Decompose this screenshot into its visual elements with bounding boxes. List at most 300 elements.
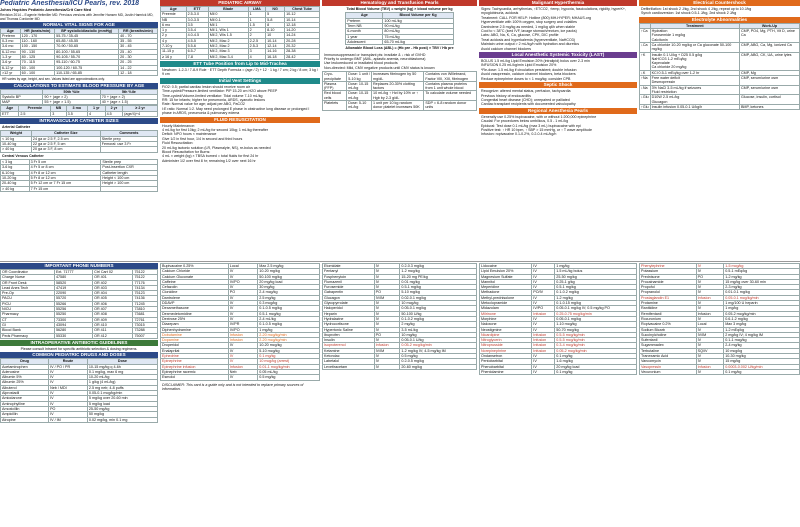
drug-row-cell: Remifentanil xyxy=(640,311,697,316)
airway-col-chest-tube: Chest Tube xyxy=(285,7,320,12)
airway-row-cell: Mil 2, Mac 3 xyxy=(208,49,248,54)
drug-row-cell: Metoclopramide xyxy=(480,301,532,306)
central-row-cell xyxy=(101,186,158,191)
airway-row-cell: 16-18 xyxy=(266,54,285,59)
airway-row-cell: Mil 1 xyxy=(208,22,248,27)
lytes-row-cell: ↑Na xyxy=(640,76,651,86)
drug-row-cell: Infusion xyxy=(228,364,257,369)
drug-row-cell: IV xyxy=(374,316,400,321)
abl-formula: Allowable Blood Loss (ABL) = (Hb pre - Hb post) × TBV / Hb pre xyxy=(345,46,454,51)
product-row-cell: SDP = 6-8 random donor units xyxy=(424,101,477,111)
vitals-row-cell: 6-12 mo xyxy=(1,49,21,54)
drug-row-cell: 0.2-0.3 mg/kg xyxy=(400,264,477,269)
common-drug-row-cell: Acetaminophen xyxy=(1,364,49,369)
lytes-row-cell: BMP, ketones xyxy=(739,104,799,109)
common-drug-row-cell: Neb / MDI xyxy=(49,385,88,390)
vitals-row-cell: 3-6 yr xyxy=(1,60,21,65)
drug-row-cell: 1-5 mcg/kg xyxy=(724,264,800,269)
drugs-table-3 xyxy=(322,263,477,370)
drug-row-cell: Infusion xyxy=(532,343,555,348)
drug-row-cell: 10 mcg/kg (arrest) xyxy=(258,359,320,364)
drug-row-cell: Nitroglycerin xyxy=(480,338,532,343)
arterial-row xyxy=(1,147,158,152)
drug-row-cell: Protamine xyxy=(640,301,697,306)
vitals-row-cell: 25 - 40 xyxy=(119,49,158,54)
vent-item: I:E ratio: Normal 1:2. May need prolonged E phase in obstructive lung disease or prolonged I phase in ARDS, pneumonia & pulmonary edema xyxy=(162,106,310,116)
drug-row-cell: Vancomycin xyxy=(640,359,697,364)
drug-row-cell: Max 3 mg/kg xyxy=(724,322,800,327)
phone-row-cell: NICU xyxy=(1,307,55,312)
drug-row-cell: IV xyxy=(532,269,555,274)
doc-title: Pediatric Anesthesia/ICU Pearls, rev. 2018 xyxy=(0,0,140,7)
central-row-cell: 4 Fr 8 or 12 cm xyxy=(29,170,101,175)
drug-row-cell: IV xyxy=(374,338,400,343)
phone-row-cell: OR Front Desk xyxy=(1,280,55,285)
phone-row-cell: 55250 xyxy=(54,312,92,317)
phone-row-cell: Pharmacy xyxy=(1,312,55,317)
phone-row-cell: Blood Bank xyxy=(1,328,55,333)
lytes-row xyxy=(640,95,800,105)
septic-list xyxy=(479,88,637,108)
drug-row-cell: Nitroprusside xyxy=(480,343,532,348)
phone-row-cell: Charge Nurse xyxy=(1,275,55,280)
airway-row-cell: 3.5-4 xyxy=(186,28,208,33)
drug-row-cell: IV xyxy=(696,279,724,284)
drug-row-cell: 1-2 mcg/kg xyxy=(400,269,477,274)
arterial-row-cell: Femoral: use 3 Fr xyxy=(100,142,157,147)
heme-header: Hematology and Transfusion Pearls xyxy=(322,0,477,6)
arterial-table xyxy=(0,130,158,152)
phone-row-cell: GI xyxy=(1,322,55,327)
drugs-table-5 xyxy=(639,263,800,375)
vent-header: Initial Vent Settings xyxy=(160,78,320,84)
common-drug-row-cell: 25-50 mg/kg xyxy=(87,406,157,411)
central-row-cell: 4 Fr 5 or 8 cm xyxy=(29,165,101,170)
central-row-cell: Height > 100 cm xyxy=(101,181,158,186)
drug-row-cell: 30 mg/kg xyxy=(258,285,320,290)
phones-header: IMPORTANT PHONE NUMBERS xyxy=(0,263,158,269)
drug-row-cell: 10 mcg/kg xyxy=(400,301,477,306)
drug-row-cell: 0.5-5 mcg/kg/min xyxy=(555,338,637,343)
drug-row-cell: 0.1-0.15 mg/kg xyxy=(555,301,637,306)
drug-row-cell: Gabapentin xyxy=(323,290,375,295)
ett-age-row xyxy=(1,111,158,116)
blood-products-table xyxy=(322,71,477,110)
vent-item: Time-cycled/Volume-limited ventilator: Tidal volume 7-10 mL/kg xyxy=(162,93,263,98)
mh-item: Dantrolene 2.5 mg/kg as needed, 1 mg/kg q6h when stable xyxy=(481,24,576,29)
central-row-cell: 5 Fr 8 or 12 cm xyxy=(29,175,101,180)
ett-age-cell: 1 yr xyxy=(87,106,105,111)
arterial-row-cell: 22 ga or 2.5 F, 5 cm xyxy=(31,142,100,147)
drug-row-cell: 1-10 mcg/kg xyxy=(555,322,637,327)
product-row-cell: Dose: 5-10 mL/kg xyxy=(347,101,372,111)
ett-age-cell: 4 xyxy=(87,111,105,116)
drug-row-cell: IV xyxy=(374,279,400,284)
drug-row-cell: Prednisone xyxy=(640,274,697,279)
drug-row-cell: IV xyxy=(532,364,555,369)
drug-row-cell: Bupivacaine 0.25% xyxy=(161,264,229,269)
drug-row-cell: Diphenhydramine xyxy=(161,327,229,332)
tbv-row-cell: 75 mL/kg xyxy=(383,34,453,39)
phone-row-cell: OR 404 xyxy=(93,291,133,296)
lytes-row xyxy=(640,29,800,43)
tbv-row-cell: Preterm xyxy=(346,18,383,23)
mh-list xyxy=(479,6,637,52)
airway-table xyxy=(160,6,320,60)
vitals-row-cell: 60 - 100 xyxy=(20,65,55,70)
electro-item: Defibrillation: 1st shock 2 J/kg, 2nd shock 4 J/kg, repeat up to 10 J/kg xyxy=(641,7,752,11)
drug-row-cell: Sugammadex xyxy=(640,343,697,348)
drug-row-cell: IV xyxy=(532,322,555,327)
phone-row-cell: Ctrl Cart 02 xyxy=(93,270,133,275)
drug-row-cell: IV/PO xyxy=(228,327,257,332)
drug-row-cell: 0.3 mcg/kg xyxy=(258,301,320,306)
drug-row-cell: 10-20 mcg/kg xyxy=(258,343,320,348)
airway-row-cell: 10-12 xyxy=(285,12,320,17)
airway-row-cell: 3.0-3.5 xyxy=(186,17,208,22)
drug-row-cell: IV xyxy=(228,375,257,380)
common-drug-row-cell: IV / IM xyxy=(49,417,88,422)
regional-item: Caudal: For procedures below umbilicus, 0.5 - 1 mL/kg xyxy=(481,119,569,124)
drug-row-cell: Flumazenil xyxy=(323,279,375,284)
fluid-item: Hourly Maintenance: xyxy=(162,123,195,128)
drug-row-cell: 1 mg/kg xyxy=(724,306,800,311)
drug-row-cell: IV xyxy=(228,359,257,364)
last-item: BOLUS 1.5 mL/kg Lipid Emulsion 20% (intralipid) bolus over 2-3 min xyxy=(481,59,590,64)
phone-row-cell: 75122 xyxy=(133,270,158,275)
drug-row-cell: 0.1-1 mcg/kg xyxy=(724,338,800,343)
drug-row-cell: Propranolol xyxy=(640,290,697,295)
airway-col-age: Age xyxy=(161,7,187,12)
airway-row-cell: 1.5 xyxy=(248,22,265,27)
drug-row-cell: Lidocaine xyxy=(480,264,532,269)
common-drug-row-cell: Amiodarone xyxy=(1,396,49,401)
drug-row-cell: IV xyxy=(532,327,555,332)
drug-row-cell: IV xyxy=(374,306,400,311)
product-row-cell: Dose: 10-15 mL/kg xyxy=(347,91,372,101)
phone-row-cell: 75007 xyxy=(133,333,158,338)
drug-row-cell: Caffeine xyxy=(161,279,229,284)
drug-row-cell: Glucagon xyxy=(323,295,375,300)
fluid-item: Fluid Resuscitation: xyxy=(162,141,194,146)
drug-row-cell: Meperidine xyxy=(480,285,532,290)
common-drug-row-cell: IV xyxy=(49,396,88,401)
last-list xyxy=(479,58,637,82)
airway-row-cell: 12-14 xyxy=(266,44,285,49)
last-item: Reduce epinephrine doses to < 1 mcg/kg; consider CPB xyxy=(481,76,571,81)
fluid-item: 4 mL/kg for first 10kg; 2 mL/kg for second 10kg; 1 mL/kg thereafter xyxy=(162,128,269,133)
lytes-row-cell: ↑K xyxy=(640,52,651,70)
mh-item: Avoid calcium channel blockers xyxy=(481,46,532,51)
airway-row-cell: 10-14 xyxy=(285,17,320,22)
common-drug-row-cell: Albuterol xyxy=(1,385,49,390)
column-mh xyxy=(479,0,637,261)
arterial-row-cell: < 10 kg xyxy=(1,136,32,141)
airway-row-cell: 5.5-6 xyxy=(186,44,208,49)
drug-row-cell: 2-20 mcg/kg/min xyxy=(258,332,320,337)
cath-col-size: Catheter Size xyxy=(31,131,100,136)
calc-row-cell: 40 + (age × 1.5) xyxy=(100,100,157,105)
product-row-cell: Replaces 20-30% clotting factors xyxy=(372,81,424,91)
column-electro xyxy=(639,0,800,261)
drug-row-cell: Insulin xyxy=(323,338,375,343)
fluid-list xyxy=(160,123,320,165)
vitals-row-cell: 95-110 / 60-75 xyxy=(55,60,119,65)
drug-row-cell: Infusion xyxy=(696,364,724,369)
drug-row-cell: IV xyxy=(696,285,724,290)
drug-row-cell: Fentanyl xyxy=(323,269,375,274)
mh-item: Labs: ABG, Na, K, Ca, glucose, CPK, DIC profile xyxy=(481,33,559,38)
lytes-row xyxy=(640,52,800,70)
drug-row-cell: Neostigmine xyxy=(480,327,532,332)
drug-row-cell: Magnesium Sulfate xyxy=(480,274,532,279)
septic-item: Recognize: altered mental status, perfusion, tachycardia xyxy=(481,89,571,94)
ett-age-table xyxy=(0,105,158,117)
vitals-row-cell: 70-90 / 50-65 xyxy=(55,44,119,49)
phone-row-cell: 55720 xyxy=(54,296,92,301)
drug-row-cell: 0.5 mg/kg xyxy=(400,354,477,359)
calc-row-cell: 55 + (age × 1.5) xyxy=(43,100,100,105)
drug-row-cell: IV xyxy=(696,306,724,311)
drug-row-cell: Isoproterenol xyxy=(323,343,375,348)
central-table xyxy=(0,159,158,192)
drug-row-cell: 1 mg/kg xyxy=(258,327,320,332)
airway-row-cell: 20-28 xyxy=(285,38,320,43)
vitals-row-cell: 1-3 yr xyxy=(1,54,21,59)
vitals-row-cell: 80 - 125 xyxy=(20,54,55,59)
drug-row-cell: 5-10 mcg/kg xyxy=(258,348,320,353)
lytes-row-cell: Insulin infusion 0.05-0.1 U/kg/h xyxy=(650,104,739,109)
drug-row-cell: Ondansetron xyxy=(480,354,532,359)
lytes-row-cell: ↓Na xyxy=(640,85,651,95)
catheter-header: INTRAVASCULAR CATHETER SIZES xyxy=(0,118,158,124)
airway-row-cell: 7-8 xyxy=(186,54,208,59)
airway-row-cell: 14-20 xyxy=(285,28,320,33)
drug-row-cell: IV xyxy=(532,264,555,269)
lytes-row-cell: CMP, ABG, CK, UA, urine lytes xyxy=(739,52,799,70)
drug-row-cell: 0.05-2 mcg/kg/min xyxy=(555,348,637,353)
drug-row-cell: Naloxone xyxy=(480,322,532,327)
phone-row-cell: OR 412 xyxy=(93,333,133,338)
product-row xyxy=(323,91,477,101)
regional-item: Generally use 0.25% bupivacaine, with or without 1:200,000 epinephrine xyxy=(481,114,597,119)
tbv-row-cell: Term NB xyxy=(346,24,383,29)
drug-row-cell: 0.2-0.5 mg/kg xyxy=(400,359,477,364)
drug-row-cell: PO xyxy=(696,274,724,279)
drug-row-cell: Esmolol xyxy=(161,375,229,380)
airway-row-cell: 14-16 xyxy=(266,49,285,54)
common-drug-row-cell: 0.1 mg/kg, max 6 mg xyxy=(87,369,157,374)
tbv-table xyxy=(345,12,454,45)
common-col-drug: Drug xyxy=(1,359,49,364)
mh-header: Malignant Hyperthermia xyxy=(479,0,637,6)
phone-row xyxy=(1,333,158,338)
airway-row-cell: 2 y xyxy=(161,33,187,38)
drug-row-cell: Succinylcholine xyxy=(640,332,697,337)
ett-age-cell: 4.5 xyxy=(105,111,123,116)
lytes-row xyxy=(640,76,800,86)
fluid-item: Give 1/2 in first hour, 1/4 in second and third hours xyxy=(162,136,243,141)
airway-row xyxy=(161,54,320,59)
drug-row-cell: 0.5-1 mg/kg xyxy=(400,285,477,290)
vitals-row-cell: >12 yr xyxy=(1,70,21,75)
drug-row-cell: IV xyxy=(532,274,555,279)
common-drugs-header: COMMON PEDIATRIC DRUGS AND DOSES xyxy=(0,352,158,358)
phone-row-cell: Lead Anes Tech xyxy=(1,285,55,290)
cath-col-weight: Weight xyxy=(1,131,32,136)
central-row-cell: 5 Fr 12 cm or 7 Fr 15 cm xyxy=(29,181,101,186)
drug-row-cell: Dobutamine xyxy=(161,332,229,337)
arterial-row-cell: 10-40 kg xyxy=(1,142,32,147)
common-drug-row-cell: 50 mg/kg xyxy=(87,412,157,417)
drug-row-cell: Local xyxy=(228,264,257,269)
lytes-row-cell: CMP, PO4, Mg, PTH, Vit D, urine Ca xyxy=(739,29,799,43)
calc-row-cell: MAP xyxy=(1,100,43,105)
drug-row-cell: Hypertonic Saline xyxy=(323,327,375,332)
drug-row-cell: 0.01-1 mcg/kg/min xyxy=(258,364,320,369)
phone-row-cell: 73810 xyxy=(133,307,158,312)
drug-row-cell: Infusion xyxy=(696,295,724,300)
product-row-cell: 1 unit per 10 kg random donor platelet increases 50K xyxy=(372,101,424,111)
phones-table xyxy=(0,269,158,339)
heme-bullet: Immunosuppressed or transplant pts: irradiate & ↓ risk of GVHD xyxy=(324,52,426,57)
vitals-header: NORMAL VITAL SIGNS FOR AGE xyxy=(0,22,158,28)
drug-row-cell: Local xyxy=(696,322,724,327)
vitals-col-bp: BP systolic/diastolic (mmHg) xyxy=(55,28,119,33)
airway-row-cell: 2.5-3 xyxy=(248,44,265,49)
arterial-label: Arterial Catheter xyxy=(2,125,31,130)
tbv-row-cell: 6-month xyxy=(346,29,383,34)
drug-row-cell: Hydrocortisone xyxy=(323,322,375,327)
airway-row-cell: 4 xyxy=(248,54,265,59)
drug-row-cell: IV xyxy=(228,343,257,348)
phone-row-cell: OR 402 xyxy=(93,280,133,285)
drug-row-cell: Infusion xyxy=(532,332,555,337)
last-item: INFUSION 0.25 mL/kg/min Lipid Emulsion 20% xyxy=(481,63,557,68)
vitals-row-cell: 35 - 55 xyxy=(119,39,158,44)
arterial-row-cell: 20 ga or 3 F, 8 cm xyxy=(31,147,100,152)
airway-row-cell: 2-2.5 xyxy=(248,38,265,43)
drug-row-cell: Sodium Bicarb xyxy=(640,327,697,332)
drug-row-cell: 15 mg/kg xyxy=(724,359,800,364)
drug-row-cell: IV xyxy=(696,369,724,374)
drug-row-cell: 2-4 mg/kg xyxy=(724,343,800,348)
central-row-cell: Catheter length xyxy=(101,170,158,175)
product-row-cell: 10 mL/kg ↑ Hct by 10% or ↑ Hgb by 2-3 g/dL xyxy=(372,91,424,101)
vitals-row-cell: 110 - 160 xyxy=(20,39,55,44)
phone-row-cell: PACU xyxy=(1,296,55,301)
phone-row-cell: 55330 xyxy=(54,333,92,338)
last-item: Avoid vasopressin, calcium channel blockers, beta blockers xyxy=(481,72,576,77)
drug-row-cell: Epinephrine xyxy=(161,359,229,364)
common-drug-row xyxy=(1,417,158,422)
common-drug-row-cell: 2.5 mg neb; 4-8 puffs xyxy=(87,385,157,390)
column-drugs-2 xyxy=(160,263,320,527)
drug-row-cell: Propofol xyxy=(640,285,697,290)
calc-col-50: 50th %ile xyxy=(43,89,100,94)
drug-row-cell: PO xyxy=(374,290,400,295)
ett-age-cell: 3 mo xyxy=(66,106,87,111)
common-drug-row-cell: 0.02 mg/kg, min 0.1 mg xyxy=(87,417,157,422)
mh-item: Maintain urine output > 2 mL/kg/h with hydration and diuretics xyxy=(481,42,579,47)
vitals-col-rr: RR (breaths/min) xyxy=(119,28,158,33)
drug-row-cell: Ketamine xyxy=(323,348,375,353)
drug-row-cell: IV xyxy=(696,359,724,364)
fluid-item: Administer 1/2 over first 8 hr; remaining 1/2 over next 16 hr xyxy=(162,158,256,163)
electro-list xyxy=(639,6,800,17)
vitals-row-cell: 120 - 170 xyxy=(20,33,55,38)
vent-item: Time-cycled/Pressure-limited ventilator: PIP 15-20 cm H2O above PEEP xyxy=(162,89,278,94)
drug-row-cell: IV xyxy=(532,301,555,306)
central-row xyxy=(1,186,158,191)
vitals-row-cell: 40 - 70 xyxy=(119,33,158,38)
vitals-row-cell: 55-75 / 35-45 xyxy=(55,33,119,38)
drug-row-cell: IV xyxy=(374,285,400,290)
airway-row-cell: 6.5-7 xyxy=(186,49,208,54)
drugs-table-4 xyxy=(479,263,637,375)
product-row-cell: Plasma (FFP) xyxy=(323,81,347,91)
ett-age-cell: ≥ 2 yr xyxy=(123,106,158,111)
airway-row-cell: 28-38 xyxy=(285,49,320,54)
product-row-cell: Platelets xyxy=(323,101,347,111)
drug-row-cell: 0.05-0.1 mg/kg IV; 0.5 mg/kg PO xyxy=(555,306,637,311)
drug-row-cell: Dextrose 25% xyxy=(161,316,229,321)
vitals-col-age: Age xyxy=(1,28,21,33)
drug-row-cell: Dopamine xyxy=(161,338,229,343)
drug-row-cell: IV/PO xyxy=(228,279,257,284)
lytes-row-cell: CMP, serum/urine osm xyxy=(739,85,799,95)
drug-row-cell: IV/PO xyxy=(532,306,555,311)
airway-col-blade: Blade xyxy=(208,7,248,12)
drug-row-cell: 0.1 mg/kg xyxy=(258,354,320,359)
drug-row-cell: 0.05-0.1 mg/kg xyxy=(555,316,637,321)
drug-row-cell: IV xyxy=(374,269,400,274)
phone-row-cell: 73681 xyxy=(133,312,158,317)
drug-row-cell: Clonidine xyxy=(161,290,229,295)
phone-row-cell: 73288 xyxy=(133,328,158,333)
drug-row-cell: 0.02-0.1 mg/kg xyxy=(400,295,477,300)
common-drug-row-cell: IV xyxy=(49,375,88,380)
airway-row-cell: 10-14 xyxy=(266,38,285,43)
phone-row-cell: 72761 xyxy=(133,317,158,322)
drug-row-cell: Epinephrine infusion xyxy=(161,364,229,369)
drug-row-cell: 2.5 mg/kg xyxy=(258,295,320,300)
vitals-table xyxy=(0,28,158,77)
tbv-row-cell: 1 year xyxy=(346,34,383,39)
central-row-cell: < 3 kg xyxy=(1,160,30,165)
drug-row-cell: IV xyxy=(228,354,257,359)
drug-row-cell: 10-30 mg/kg xyxy=(724,354,800,359)
drug-row-cell: Enalaprilat xyxy=(161,348,229,353)
drug-row-cell: 50-70 mcg/kg xyxy=(555,327,637,332)
vitals-row-cell: 100-120 / 60-75 xyxy=(55,65,119,70)
drug-row-cell: IV xyxy=(228,306,257,311)
ett-age-cell: 3.5 xyxy=(66,111,87,116)
drug-row-cell: Diazepam xyxy=(161,322,229,327)
vent-item: FiO2: 0.5; partial cardiac lesion should receive room air xyxy=(162,84,250,89)
lytes-row-cell: ↑Glu xyxy=(641,104,649,109)
common-drug-row-cell: 5 mg/kg load xyxy=(87,401,157,406)
phone-row-cell: OR 405 xyxy=(93,296,133,301)
vitals-row-cell: 3-6 mo xyxy=(1,44,21,49)
disclaimer: DISCLAIMER: This card is a guide only and is not intended to replace primary sources of information. xyxy=(162,382,304,392)
drug-row-cell: Ropivacaine 0.2% xyxy=(640,322,697,327)
phone-row-cell: OR 406 xyxy=(93,301,133,306)
airway-row-cell: 6 mo xyxy=(161,22,187,27)
mh-item: Signs: Tachycardia, arrhythmias, ↑ETCO2, ↑temp, hypoxia, fasciculations, rigidity, hyperK+, myoglobinuria, acidosis xyxy=(481,7,626,16)
fold-divider xyxy=(0,261,800,262)
calc-row xyxy=(1,100,158,105)
